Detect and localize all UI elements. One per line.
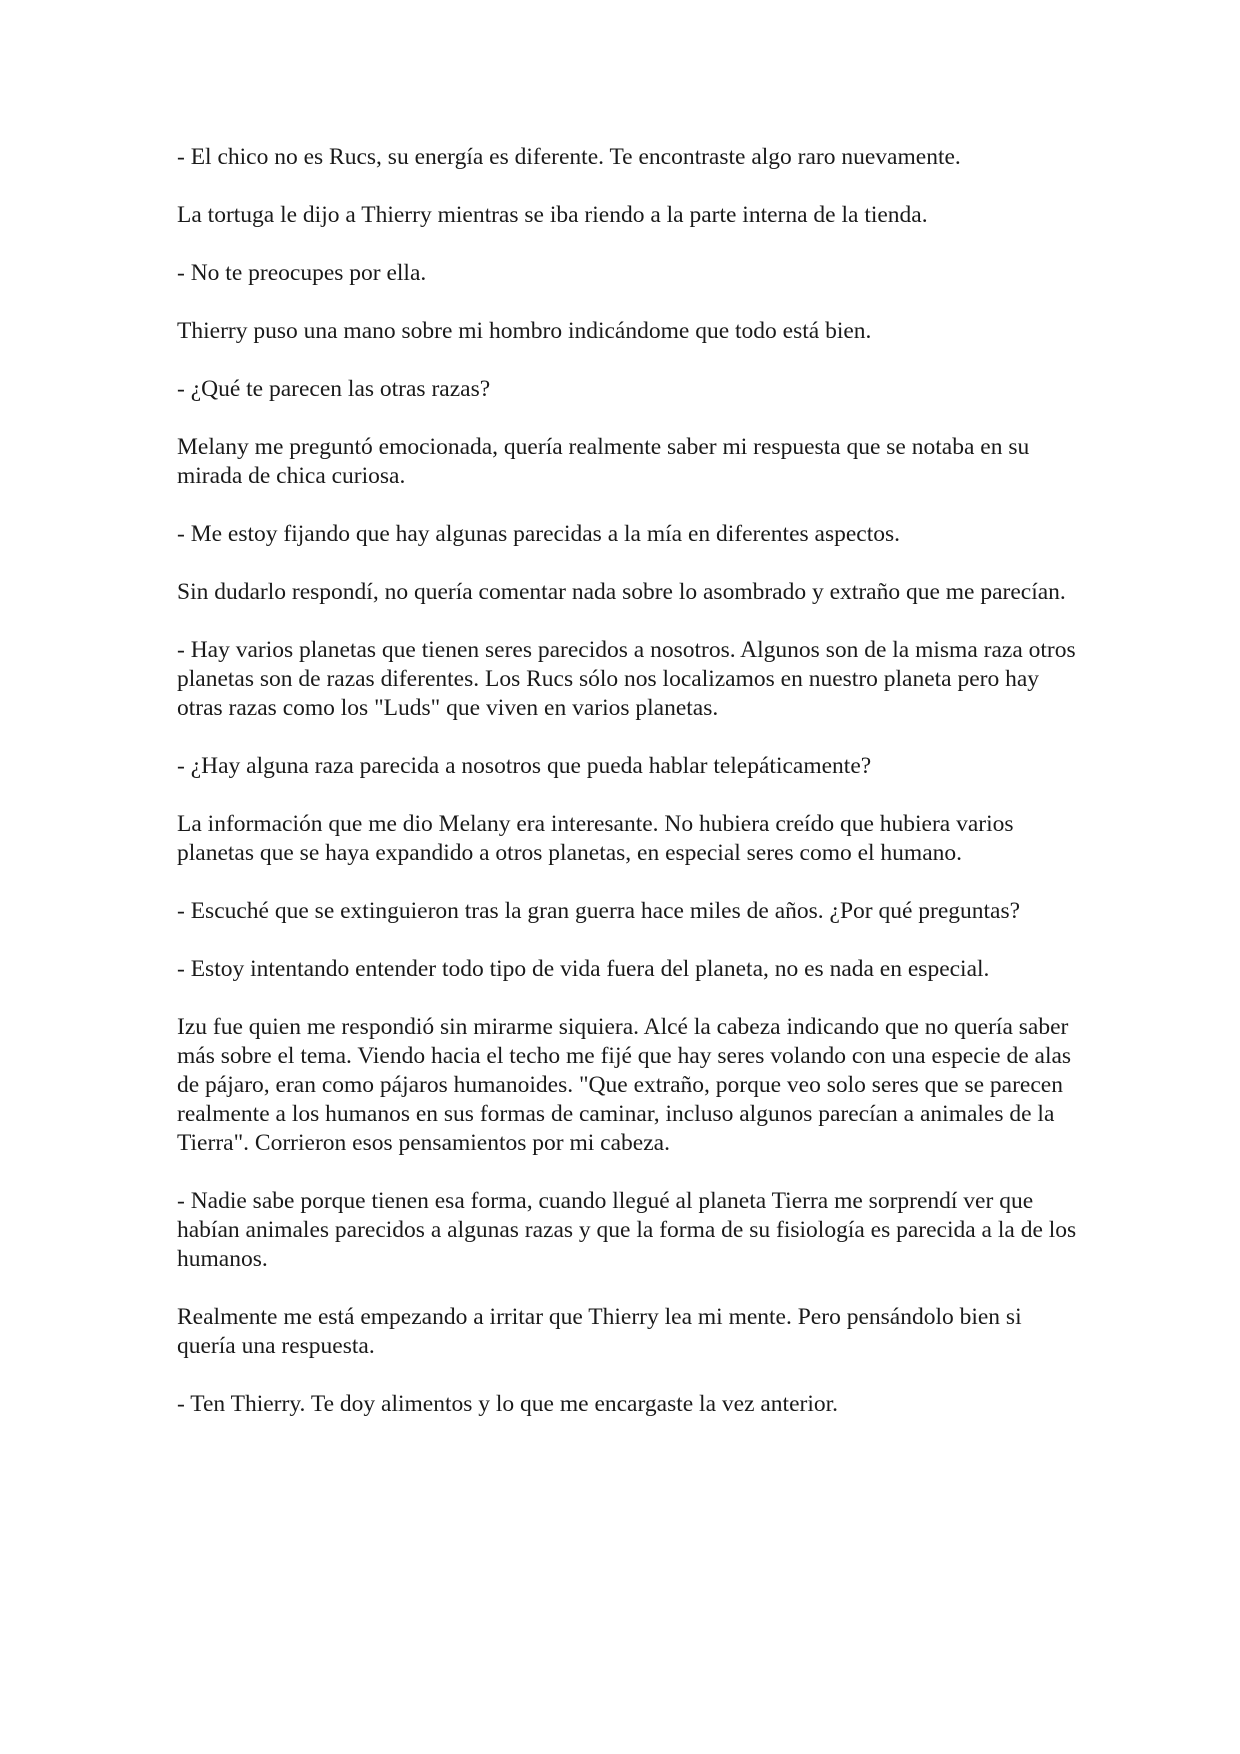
paragraph-2: La tortuga le dijo a Thierry mientras se iba riendo a la parte interna de la tienda. — [177, 202, 928, 228]
paragraph-10: - ¿Hay alguna raza parecida a nosotros que pueda hablar telepáticamente? — [177, 753, 872, 779]
paragraph-6: Melany me preguntó emocionada, quería realmente saber mi respuesta que se notaba en su mirada de chica curiosa. — [177, 434, 1030, 489]
paragraph-9: - Hay varios planetas que tienen seres parecidos a nosotros. Algunos son de la misma raza otros planetas son de razas diferentes. Los Rucs sólo nos localizamos en nuestro planeta pero hay otras razas como los "Luds" que viven en varios planetas. — [177, 637, 1076, 721]
paragraph-15: - Nadie sabe porque tienen esa forma, cuando llegué al planeta Tierra me sorprendí ver que habían animales parecidos a algunas razas y que la forma de su fisiología es parecida a la de los humanos. — [177, 1188, 1077, 1272]
paragraph-16: Realmente me está empezando a irritar que Thierry lea mi mente. Pero pensándolo bien si quería una respuesta. — [177, 1304, 1022, 1359]
document-page — [177, 143, 1077, 1448]
paragraph-7: - Me estoy fijando que hay algunas parecidas a la mía en diferentes aspectos. — [177, 521, 901, 547]
paragraph-4: Thierry puso una mano sobre mi hombro indicándome que todo está bien. — [177, 318, 872, 344]
paragraph-1: - El chico no es Rucs, su energía es diferente. Te encontraste algo raro nuevamente. — [177, 144, 961, 170]
paragraph-12: - Escuché que se extinguieron tras la gran guerra hace miles de años. ¿Por qué preguntas? — [177, 898, 1021, 924]
paragraph-17: - Ten Thierry. Te doy alimentos y lo que me encargaste la vez anterior. — [177, 1391, 839, 1417]
paragraph-13: - Estoy intentando entender todo tipo de vida fuera del planeta, no es nada en especial. — [177, 956, 990, 982]
paragraph-8: Sin dudarlo respondí, no quería comentar nada sobre lo asombrado y extraño que me parecían. — [177, 579, 1066, 605]
paragraph-3: - No te preocupes por ella. — [177, 260, 427, 286]
paragraph-14: Izu fue quien me respondió sin mirarme siquiera. Alcé la cabeza indicando que no quería saber más sobre el tema. Viendo hacia el techo me fijé que hay seres volando con una especie de alas de pájaro, eran como pájaros humanoides. "Que extraño, porque veo solo seres que se parecen realmente a los humanos en sus formas de caminar, incluso algunos parecían a animales de la Tierra". Corrieron esos pensamientos por mi cabeza. — [177, 1014, 1072, 1156]
paragraph-11: La información que me dio Melany era interesante. No hubiera creído que hubiera varios planetas que se haya expandido a otros planetas, en especial seres como el humano. — [177, 811, 1014, 866]
paragraph-5: - ¿Qué te parecen las otras razas? — [177, 376, 491, 402]
